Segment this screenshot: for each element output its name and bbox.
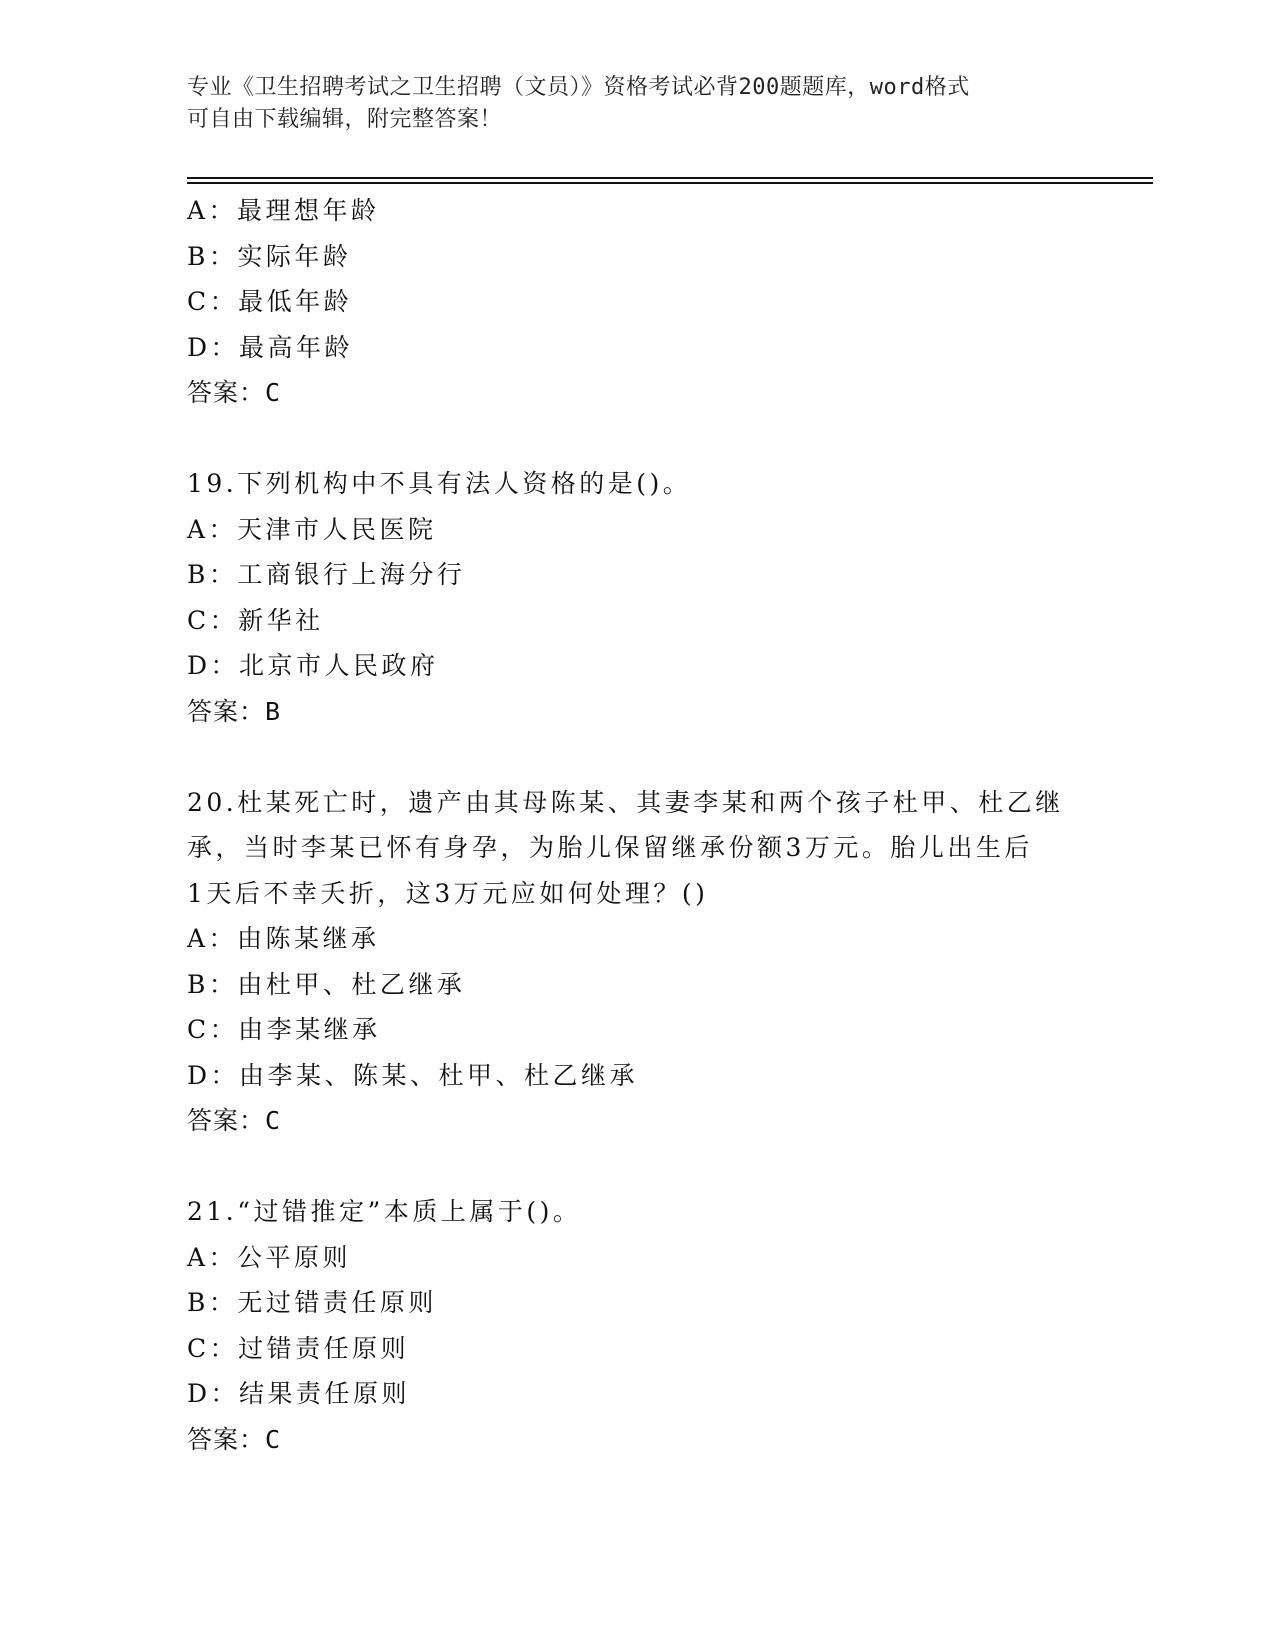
header-rule-top [187,177,1153,179]
option-c: C：最低年龄 [187,287,353,316]
spacer [187,734,1087,780]
option-c: C：由李某继承 [187,1015,381,1044]
spacer [187,1144,1087,1190]
question-stem-line-3: 1天后不幸夭折，这3万元应如何处理？() [187,878,709,908]
question-list [187,188,1087,1462]
option-d: D：由李某、陈某、杜甲、杜乙继承 [187,1060,639,1090]
option-b: B：由杜甲、杜乙继承 [187,969,466,999]
question-19 [187,461,1087,734]
answer: 答案：B [187,696,282,726]
question-stem-line-2: 承，当时李某已怀有身孕，为胎儿保留继承份额3万元。胎儿出生后 [187,833,1033,862]
question-20 [187,780,1087,1144]
option-c: C：过错责任原则 [187,1333,410,1363]
option-d: D：北京市人民政府 [187,651,439,680]
header-line-1: 专业《卫生招聘考试之卫生招聘（文员）》资格考试必背200题题库，word格式 [187,75,970,100]
question-18 [187,188,1087,416]
question-stem: 21.“过错推定”本质上属于()。 [187,1197,582,1226]
question-stem-line-1: 20.杜某死亡时，遗产由其母陈某、其妻李某和两个孩子杜甲、杜乙继 [187,787,1064,817]
question-stem: 19.下列机构中不具有法人资格的是()。 [187,469,692,498]
spacer [187,416,1087,462]
option-b: B：实际年龄 [187,241,352,271]
option-c: C：新华社 [187,605,324,635]
option-a: A：最理想年龄 [187,196,380,225]
option-a: A：公平原则 [187,1242,352,1272]
option-b: B：无过错责任原则 [187,1288,437,1317]
option-a: A：天津市人民医院 [187,514,437,544]
option-b: B：工商银行上海分行 [187,560,466,589]
header-rule-bottom [187,182,1153,184]
answer: 答案：C [187,1106,282,1135]
option-d: D：最高年龄 [187,332,354,362]
option-d: D：结果责任原则 [187,1379,411,1408]
option-a: A：由陈某继承 [187,924,380,953]
document-header [187,72,1067,136]
header-line-2: 可自由下载编辑，附完整答案！ [187,107,503,132]
question-21 [187,1189,1087,1462]
answer: 答案：C [187,378,282,407]
answer: 答案：C [187,1424,282,1454]
